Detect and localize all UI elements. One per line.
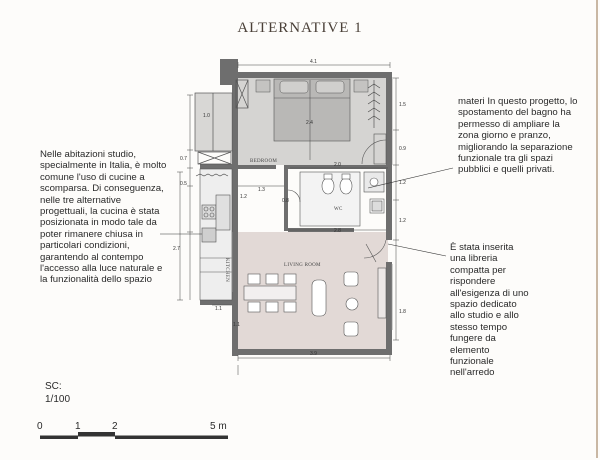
dim-left-4: 1.2: [240, 194, 247, 200]
scale-bar: [40, 432, 228, 439]
dim-right-5: 1.8: [399, 309, 406, 315]
dim-hall-width: 1.3: [258, 187, 265, 193]
dim-left-2: 0.7: [180, 156, 187, 162]
room-label-bedroom: BEDROOM: [250, 159, 278, 164]
dim-right-1: 1.5: [399, 102, 406, 108]
dim-bedroom-width: 2.0: [334, 162, 341, 168]
dim-right-3: 1.2: [399, 180, 406, 186]
scale-tick-1: 1: [75, 421, 81, 432]
room-label-living: LIVING ROOM: [284, 263, 321, 268]
dim-right-2: 0.9: [399, 146, 406, 152]
dim-kitchen-len: 2.7: [173, 246, 180, 252]
note-kitchen: Nelle abitazioni studio, specialmente in Italia, è molto comune l'uso di cucine a scomparsa. Di conseguenza, nelle tre alternative progettuali, la cucina è stata posizionata in modo tale da poter rimanere chiusa in particolari condizioni, garantendo al contempo l'accesso alla luce naturale e la funzionalità dello spazio: [40, 149, 167, 286]
scale-tick-2: 2: [112, 421, 118, 432]
scale-text: SC: 1/100: [45, 381, 71, 405]
note-bathroom: materi In questo progetto, lo spostamento del bagno ha permesso di ampliare la zona giorno e pranzo, migliorando la separazione funzionale tra gli spazi pubblici e quelli privati.: [458, 96, 578, 176]
dim-left-3: 0.5: [180, 181, 187, 187]
dim-top-width: 4.1: [310, 59, 317, 65]
dim-right-4: 1.2: [399, 218, 406, 224]
wc-fixtures: [288, 172, 384, 226]
page-title: ALTERNATIVE 1: [237, 20, 363, 36]
scale-tick-0: 0: [37, 421, 43, 432]
note-bookcase: È stata inserita una libreria compatta per rispondere all'esigenza di uno spazio dedicato allo studio e allo stesso tempo fungere da elemento funzionale nell'arredo: [450, 242, 529, 379]
dim-bottom-width: 3.9: [310, 351, 317, 357]
scale-tick-5m: 5 m: [210, 421, 227, 432]
dim-corridor: 0.8: [282, 198, 289, 204]
room-label-wc: WC: [334, 207, 343, 212]
dim-bottom-left-2: 1.1: [233, 322, 240, 328]
dim-left-1: 1.0: [203, 113, 210, 119]
room-label-kitchen: KITCHEN: [224, 258, 229, 283]
dim-living-width: 2.8: [334, 228, 341, 234]
dim-bed-depth: 2.4: [306, 120, 313, 126]
dim-bottom-left-1: 1.1: [215, 306, 222, 312]
